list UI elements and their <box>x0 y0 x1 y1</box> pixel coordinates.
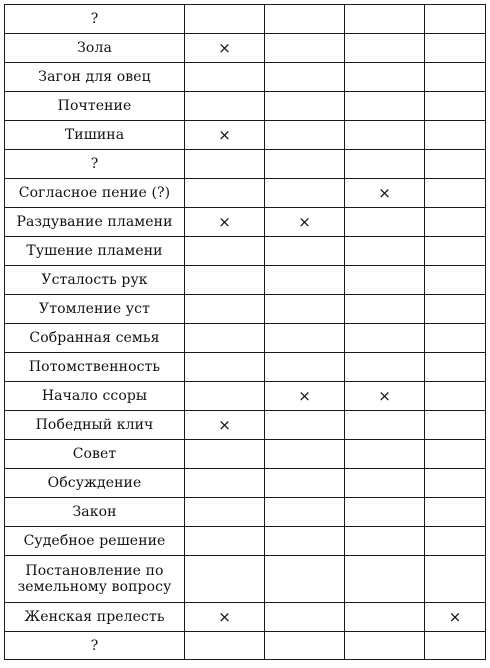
empty-cell <box>265 34 345 63</box>
table-row <box>5 63 486 92</box>
row-label: Собранная семья <box>5 324 185 353</box>
empty-cell <box>265 179 345 208</box>
table-row <box>5 498 486 527</box>
empty-cell <box>265 92 345 121</box>
empty-cell <box>265 266 345 295</box>
table-row <box>5 150 486 179</box>
empty-cell <box>185 92 265 121</box>
empty-cell <box>345 34 425 63</box>
cross-mark-cell: × <box>345 382 425 411</box>
empty-cell <box>425 382 486 411</box>
empty-cell <box>185 632 265 660</box>
table-row <box>5 295 486 324</box>
cross-mark-cell: × <box>185 208 265 237</box>
empty-cell <box>425 632 486 660</box>
empty-cell <box>185 527 265 556</box>
empty-cell <box>265 353 345 382</box>
empty-cell <box>265 63 345 92</box>
empty-cell <box>265 150 345 179</box>
empty-cell <box>345 498 425 527</box>
empty-cell <box>265 469 345 498</box>
empty-cell <box>185 498 265 527</box>
row-label: Зола <box>5 34 185 63</box>
empty-cell <box>185 295 265 324</box>
row-label: ? <box>5 5 185 34</box>
row-label: Начало ссоры <box>5 382 185 411</box>
empty-cell <box>345 295 425 324</box>
empty-cell <box>185 556 265 603</box>
empty-cell <box>265 527 345 556</box>
cross-mark-cell: × <box>185 411 265 440</box>
cross-mark-cell: × <box>265 382 345 411</box>
empty-cell <box>425 266 486 295</box>
empty-cell <box>345 353 425 382</box>
empty-cell <box>425 527 486 556</box>
table-row <box>5 5 486 34</box>
empty-cell <box>265 5 345 34</box>
empty-cell <box>425 5 486 34</box>
row-label: Раздувание пламени <box>5 208 185 237</box>
empty-cell <box>265 121 345 150</box>
table-row <box>5 440 486 469</box>
row-label: Почтение <box>5 92 185 121</box>
table-row <box>5 324 486 353</box>
empty-cell <box>265 411 345 440</box>
empty-cell <box>345 63 425 92</box>
empty-cell <box>345 469 425 498</box>
empty-cell <box>345 440 425 469</box>
empty-cell <box>425 34 486 63</box>
table-row <box>5 556 486 603</box>
empty-cell <box>425 469 486 498</box>
table-row <box>5 266 486 295</box>
empty-cell <box>345 556 425 603</box>
empty-cell <box>425 295 486 324</box>
empty-cell <box>265 603 345 632</box>
empty-cell <box>425 440 486 469</box>
empty-cell <box>425 324 486 353</box>
comparison-table <box>4 4 486 660</box>
empty-cell <box>265 498 345 527</box>
empty-cell <box>185 382 265 411</box>
row-label: Женская прелесть <box>5 603 185 632</box>
row-label: Победный клич <box>5 411 185 440</box>
table-row <box>5 469 486 498</box>
empty-cell <box>345 208 425 237</box>
empty-cell <box>345 266 425 295</box>
empty-cell <box>185 266 265 295</box>
table-row <box>5 208 486 237</box>
empty-cell <box>425 556 486 603</box>
row-label: Постановление по земельному вопросу <box>5 556 185 603</box>
empty-cell <box>185 63 265 92</box>
empty-cell <box>265 440 345 469</box>
table-row <box>5 34 486 63</box>
empty-cell <box>185 353 265 382</box>
row-label: Усталость рук <box>5 266 185 295</box>
cross-mark-cell: × <box>345 179 425 208</box>
empty-cell <box>425 92 486 121</box>
cross-mark-cell: × <box>185 34 265 63</box>
table-row <box>5 382 486 411</box>
row-label: ? <box>5 150 185 179</box>
row-label: Тишина <box>5 121 185 150</box>
table-row <box>5 353 486 382</box>
empty-cell <box>185 324 265 353</box>
empty-cell <box>185 5 265 34</box>
table-body <box>5 5 486 660</box>
empty-cell <box>425 150 486 179</box>
empty-cell <box>265 556 345 603</box>
empty-cell <box>185 179 265 208</box>
table-row <box>5 92 486 121</box>
empty-cell <box>345 603 425 632</box>
empty-cell <box>345 237 425 266</box>
row-label: Закон <box>5 498 185 527</box>
empty-cell <box>345 411 425 440</box>
table-row <box>5 179 486 208</box>
row-label: ? <box>5 632 185 660</box>
empty-cell <box>265 324 345 353</box>
cross-mark-cell: × <box>185 121 265 150</box>
cross-mark-cell: × <box>425 603 486 632</box>
empty-cell <box>425 353 486 382</box>
table-row <box>5 603 486 632</box>
empty-cell <box>425 208 486 237</box>
row-label: Утомление уст <box>5 295 185 324</box>
cross-mark-cell: × <box>265 208 345 237</box>
empty-cell <box>345 121 425 150</box>
row-label: Согласное пение (?) <box>5 179 185 208</box>
table-row <box>5 411 486 440</box>
row-label: Тушение пламени <box>5 237 185 266</box>
table-row <box>5 237 486 266</box>
cross-mark-cell: × <box>185 603 265 632</box>
empty-cell <box>425 179 486 208</box>
table-row <box>5 632 486 660</box>
empty-cell <box>265 295 345 324</box>
empty-cell <box>345 527 425 556</box>
empty-cell <box>185 469 265 498</box>
empty-cell <box>185 150 265 179</box>
empty-cell <box>345 150 425 179</box>
row-label: Совет <box>5 440 185 469</box>
empty-cell <box>185 440 265 469</box>
table-row <box>5 121 486 150</box>
row-label: Загон для овец <box>5 63 185 92</box>
row-label: Обсуждение <box>5 469 185 498</box>
empty-cell <box>345 324 425 353</box>
row-label: Потомственность <box>5 353 185 382</box>
empty-cell <box>185 237 265 266</box>
empty-cell <box>345 92 425 121</box>
empty-cell <box>425 237 486 266</box>
empty-cell <box>265 237 345 266</box>
row-label: Судебное решение <box>5 527 185 556</box>
table-row <box>5 527 486 556</box>
empty-cell <box>425 63 486 92</box>
empty-cell <box>425 121 486 150</box>
empty-cell <box>345 632 425 660</box>
empty-cell <box>345 5 425 34</box>
empty-cell <box>425 498 486 527</box>
empty-cell <box>265 632 345 660</box>
empty-cell <box>425 411 486 440</box>
